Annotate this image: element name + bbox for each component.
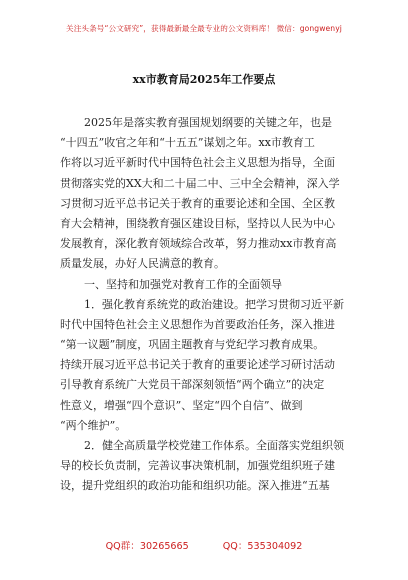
body-line: 贯彻落实党的XX大和二十届二中、三中全会精神，深入学 [60, 176, 340, 190]
body-line: “十四五”收官之年和“十五五”谋划之年。xx市教育工 [60, 136, 315, 150]
qq-number: QQ：535304092 [222, 541, 303, 552]
body-line: 引导教育系统广大党员干部深刻领悟“两个确立”的决定 [60, 378, 325, 392]
body-line: 设，提升党组织的政治功能和组织功能。深入推进“五基 [60, 479, 330, 493]
body-line: 质量发展，办好人民满意的教育。 [60, 257, 225, 271]
body-line: 一、坚持和加强党对教育工作的全面领导 [84, 277, 282, 291]
document-title: xx市教育局2025年工作要点 [132, 73, 276, 86]
body-line: 导的校长负责制，完善议事决策机制，加强党组织班子建 [60, 459, 335, 473]
document-body [60, 113, 360, 497]
body-line: 发展教育，深化教育领域综合改革，努力推动xx市教育高 [60, 237, 337, 251]
body-line: 性意义，增强“四个意识”、坚定“四个自信”、做到 [60, 398, 303, 412]
body-line: “两个维护”。 [60, 418, 127, 432]
body-line: 1．强化教育系统党的政治建设。把学习贯彻习近平新 [84, 297, 344, 311]
body-line: 育大会精神，围绕教育强区建设目标，坚持以人民为中心 [60, 216, 335, 230]
promo-text: 关注头条号“公文研究”，获得最新最全最专业的公文资料库！ 微信：gongwenyj [66, 24, 342, 33]
footer-contact [0, 538, 408, 552]
body-line: 2025年是落实教育强国规划纲要的关键之年，也是 [84, 116, 332, 129]
qq-group-number: QQ群：30265665 [105, 541, 189, 552]
body-line: “第一议题”制度，巩固主题教育与党纪学习教育成果。 [60, 338, 325, 352]
promo-header [0, 0, 408, 70]
body-line: 作将以习近平新时代中国特色社会主义思想为指导，全面 [60, 156, 335, 170]
body-line: 持续开展习近平总书记关于教育的重要论述学习研讨活动 [60, 358, 335, 372]
body-line: 2．健全高质量学校党建工作体系。全面落实党组织领 [84, 439, 344, 452]
body-line: 时代中国特色社会主义思想作为首要政治任务，深入推进 [60, 317, 335, 331]
body-line: 习贯彻习近平总书记关于教育的重要论述和全国、全区教 [60, 196, 335, 210]
